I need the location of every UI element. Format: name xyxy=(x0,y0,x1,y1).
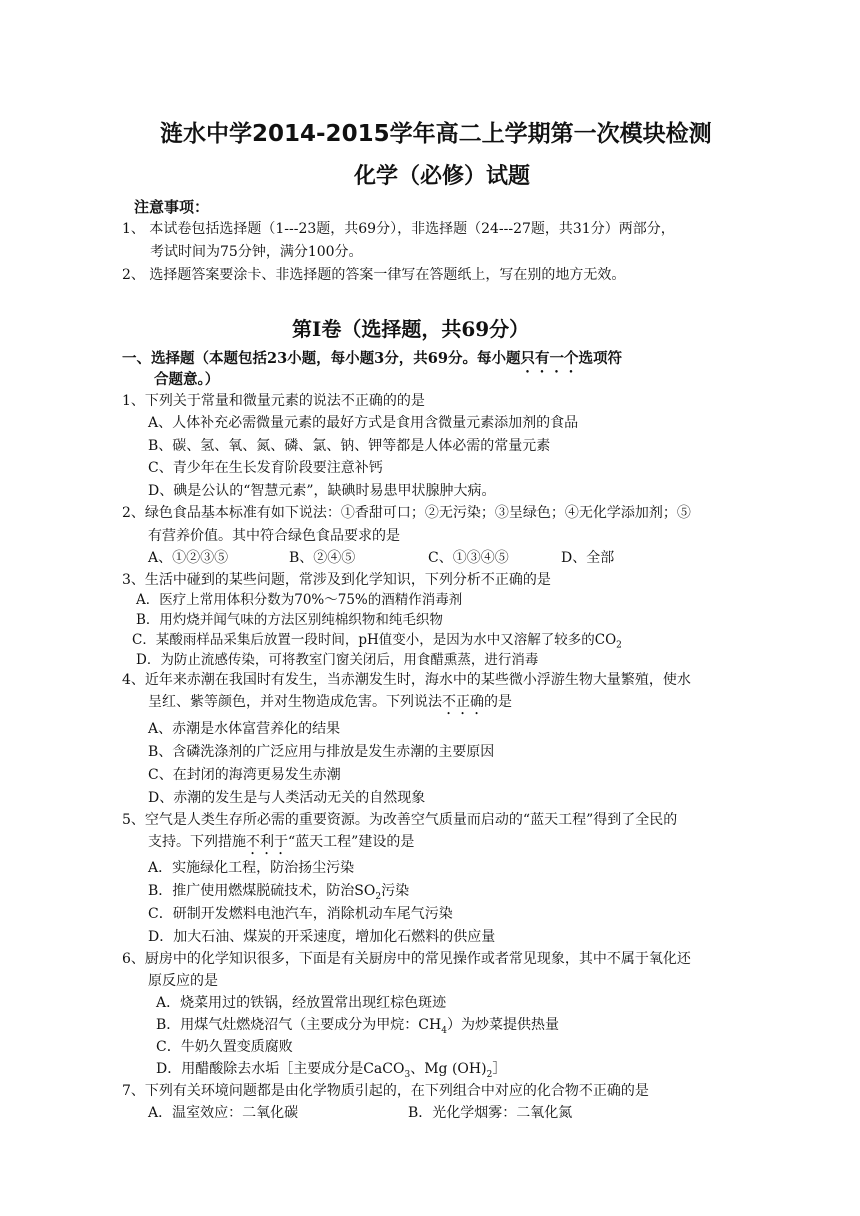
q5-option-a: A．实施绿化工程，防治扬尘污染 xyxy=(148,860,355,876)
q6-option-c: C．牛奶久置变质腐败 xyxy=(156,1039,293,1055)
q6-stem: 6、厨房中的化学知识很多，下面是有关厨房中的常见操作或者常见现象，其中不属于氧化还 xyxy=(122,951,691,967)
notice-item-1: 1、 本试卷包括选择题（1---23题，共69分），非选择题（24---27题，共31分）两部分， xyxy=(122,221,675,237)
q6-option-a: A．烧菜用过的铁锅，经放置常出现红棕色斑迹 xyxy=(156,995,447,1011)
q6-option-d-sub2: 2 xyxy=(486,1069,493,1080)
part-title: 第I卷（选择题，共69分） xyxy=(292,317,530,341)
q5-option-b-sub: 2 xyxy=(375,891,382,902)
q4-stem-cont-b: 的是 xyxy=(484,694,512,710)
q3-option-a: A．医疗上常用体积分数为70%～75%的酒精作消毒剂 xyxy=(136,592,463,608)
q5-emphasis: 不利于 xyxy=(246,834,288,850)
q1-option-c: C、青少年在生长发育阶段要注意补钙 xyxy=(148,460,383,476)
q4-stem-cont-a: 呈红、紫等颜色，并对生物造成危害。下列说法 xyxy=(148,694,442,710)
q2-option-c: C、①③④⑤ xyxy=(428,550,509,566)
q4-option-a: A、赤潮是水体富营养化的结果 xyxy=(148,721,341,737)
q1-option-b: B、碳、氢、氧、氮、磷、氯、钠、钾等都是人体必需的常量元素 xyxy=(148,438,551,454)
q6-option-d xyxy=(156,1059,506,1079)
q5-stem-cont-b: “蓝天工程”建设的是 xyxy=(288,834,415,850)
q6-option-d-tail: ］ xyxy=(492,1061,507,1077)
q7-stem: 7、下列有关环境问题都是由化学物质引起的，在下列组合中对应的化合物不正确的是 xyxy=(122,1083,649,1099)
page-title: 涟水中学2014-2015学年高二上学期第一次模块检测 xyxy=(160,121,712,147)
q5-option-b-text: B．推广使用燃煤脱硫技术，防治SO xyxy=(148,883,376,899)
q3-option-d: D．为防止流感传染，可将教室门窗关闭后，用食醋熏蒸，进行消毒 xyxy=(136,652,539,668)
q4-option-d: D、赤潮的发生是与人类活动无关的自然现象 xyxy=(148,790,426,806)
q6-option-b-sub: 4 xyxy=(441,1025,447,1036)
q6-option-d-text: D．用醋酸除去水垢［主要成分是CaCO xyxy=(156,1061,405,1077)
q3-stem: 3、生活中碰到的某些问题，常涉及到化学知识，下列分析不正确的是 xyxy=(122,572,551,588)
q3-option-b: B．用灼烧并闻气味的方法区别纯棉织物和纯毛织物 xyxy=(136,612,443,628)
q5-stem-cont xyxy=(148,832,414,858)
q4-emphasis: 不正确 xyxy=(442,694,484,710)
q5-stem-cont-a: 支持。下列措施 xyxy=(148,834,246,850)
q4-option-c: C、在封闭的海湾更易发生赤潮 xyxy=(148,767,341,783)
q4-stem-cont xyxy=(148,692,512,718)
q3-option-c-sub: 2 xyxy=(616,640,622,651)
section-emphasis: 只有一个 xyxy=(520,350,579,367)
q6-option-b-tail: ）为炒菜提供热量 xyxy=(446,1017,559,1033)
q5-option-d: D．加大石油、煤炭的开采速度，增加化石燃料的供应量 xyxy=(148,929,496,945)
q6-stem-cont: 原反应的是 xyxy=(148,973,218,989)
q6-option-b-text: B．用煤气灶燃烧沼气（主要成分为甲烷：CH xyxy=(156,1017,442,1033)
q1-stem: 1、下列关于常量和微量元素的说法不正确的的是 xyxy=(122,393,425,409)
q1-option-a: A、人体补充必需微量元素的最好方式是食用含微量元素添加剂的食品 xyxy=(148,415,579,431)
notice-item-2: 2、 选择题答案要涂卡、非选择题的答案一律写在答题纸上，写在别的地方无效。 xyxy=(122,267,626,283)
notice-heading: 注意事项： xyxy=(134,198,210,216)
q2-option-d: D、全部 xyxy=(561,550,615,566)
q2-stem: 2、绿色食品基本标准有如下说法：①香甜可口；②无污染；③呈绿色；④无化学添加剂；⑤ xyxy=(122,505,691,521)
q5-option-b xyxy=(148,881,409,901)
section-instruction-a: 一、选择题（本题包括23小题，每小题3分，共69分。每小题 xyxy=(122,350,521,367)
q2-stem-cont: 有营养价值。其中符合绿色食品要求的是 xyxy=(148,528,400,544)
q4-option-b: B、含磷洗涤剂的广泛应用与排放是发生赤潮的主要原因 xyxy=(148,744,495,760)
q1-option-d: D、碘是公认的“智慧元素”，缺碘时易患甲状腺肿大病。 xyxy=(148,483,496,499)
q6-option-b xyxy=(156,1015,559,1035)
q5-stem: 5、空气是人类生存所必需的重要资源。为改善空气质量而启动的“蓝天工程”得到了全民的 xyxy=(122,812,678,828)
q6-option-d-sub1: 3 xyxy=(404,1069,411,1080)
section-instruction-cont: 合题意。） xyxy=(154,371,220,388)
q3-option-c xyxy=(132,630,622,650)
page-subtitle: 化学（必修）试题 xyxy=(354,164,531,189)
q5-option-b-tail: 污染 xyxy=(381,883,410,899)
q7-option-b: B．光化学烟雾：二氧化氮 xyxy=(408,1105,573,1121)
q6-option-d-mid: 、Mg (OH) xyxy=(410,1061,487,1077)
q5-option-c: C．研制开发燃料电池汽车，消除机动车尾气污染 xyxy=(148,906,453,922)
section-instruction-b: 选项符 xyxy=(578,350,622,367)
q2-option-a: A、①②③⑤ xyxy=(148,550,229,566)
notice-item-1-cont: 考试时间为75分钟，满分100分。 xyxy=(150,244,363,260)
q3-option-c-text: C．某酸雨样品采集后放置一段时间，pH值变小，是因为水中又溶解了较多的CO xyxy=(132,632,617,648)
q2-option-b: B、②④⑤ xyxy=(289,550,356,566)
q7-option-a: A．温室效应：二氧化碳 xyxy=(148,1105,299,1121)
q4-stem: 4、近年来赤潮在我国时有发生，当赤潮发生时，海水中的某些微小浮游生物大量繁殖，使水 xyxy=(122,672,691,688)
